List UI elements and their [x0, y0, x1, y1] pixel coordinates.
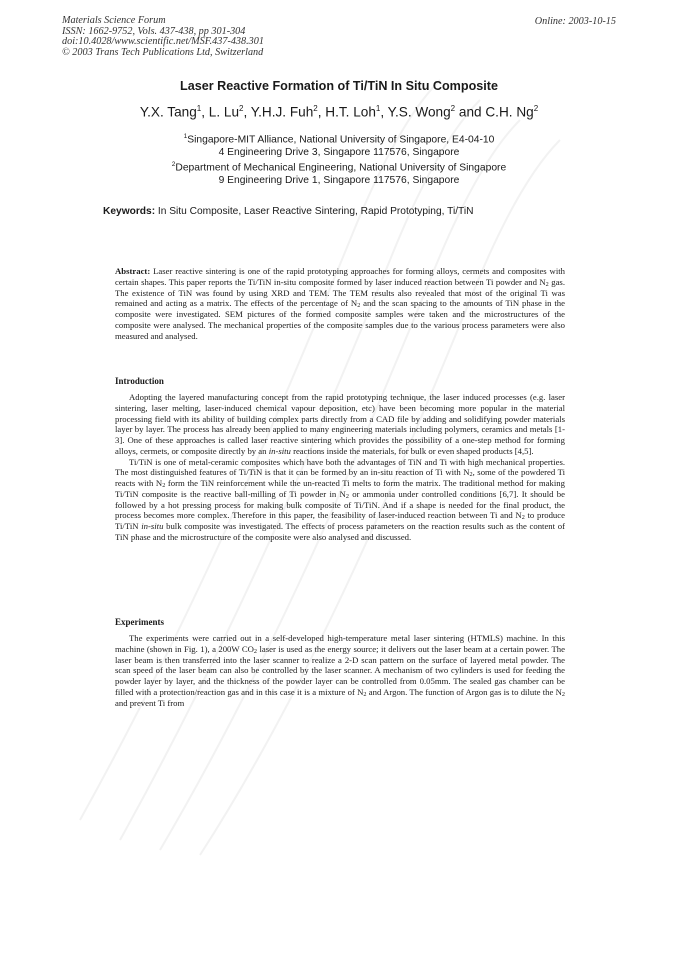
- author-affiliation-mark: 2: [239, 104, 244, 113]
- paragraph-text: , some of the powdered Ti reacts with N: [115, 467, 565, 488]
- subscript: 2: [253, 647, 258, 655]
- introduction-body: [115, 392, 565, 543]
- affiliation-mark: 1: [183, 133, 188, 140]
- author-affiliation-mark: 2: [313, 104, 318, 113]
- abstract-text: Laser reactive sintering is one of the rapid prototyping approaches for forming alloys, cermets and composites with certain shapes. This paper reports the Ti/TiN in-situ composite formed by laser induced reaction between Ti powder and N: [115, 266, 565, 287]
- paragraph-text: or ammonia under controlled conditions [6,7]. It should be followed by a hot pressing process for making bulk composite of Ti/TiN. And if a shape is needed for the final product, the process becomes more complex. Therefore in this paper, the feasibility of laser-induced reaction between Ti and N: [115, 488, 565, 521]
- author-name: , H.T. Loh: [317, 104, 376, 120]
- doi-line[interactable]: doi:10.4028/www.scientific.net/MSF.437-438.301: [62, 36, 264, 48]
- keywords-line: [103, 206, 474, 217]
- subscript: 2: [545, 280, 549, 288]
- affiliation-2: [0, 159, 678, 187]
- subscript: 2: [357, 302, 361, 310]
- paragraph-text: to produce Ti/TiN: [115, 510, 565, 531]
- author-affiliation-mark: 1: [375, 104, 381, 113]
- subscript: 2: [521, 514, 525, 522]
- author-name: Y.X. Tang: [139, 104, 197, 120]
- paragraph-text: and prevent Ti from: [115, 697, 185, 708]
- introduction-heading: Introduction: [115, 376, 164, 386]
- affiliation-text: Singapore-MIT Alliance, National University of Singapore, E4-04-10: [187, 134, 495, 146]
- author-list: [0, 104, 678, 120]
- author-affiliation-mark: 2: [533, 104, 539, 113]
- paragraph-text: reactions inside the materials, for bulk or even shaped products [4,5].: [290, 445, 534, 456]
- author-name: , Y.S. Wong: [380, 104, 451, 120]
- affiliation-mark: 2: [171, 161, 176, 168]
- paragraph-text: bulk composite was investigated. The effects of process parameters on the reaction results such as the content of TiN phase and the microstructure of the composite were also analysed and discussed.: [115, 521, 565, 542]
- affiliation-address: 4 Engineering Drive 3, Singapore 117576, Singapore: [218, 146, 460, 158]
- abstract-text: and the scan spacing to the amounts of TiN phase in the composite were investigated. SEM pictures of the formed composite samples were taken and the microstructures of the composite were analysed. The mechanical properties of the composite samples due to the various process parameters were also measured and analysed.: [115, 298, 565, 341]
- abstract: [115, 266, 565, 341]
- experiments-body: [115, 633, 565, 708]
- author-name: , Y.H.J. Fuh: [243, 104, 314, 120]
- emphasis: in-situ: [141, 521, 164, 531]
- paper-title: Laser Reactive Formation of Ti/TiN In Situ Composite: [180, 79, 498, 93]
- subscript: 2: [162, 482, 166, 489]
- abstract-label: Abstract:: [115, 266, 151, 276]
- emphasis: in-situ: [268, 445, 291, 456]
- affiliation-text: Department of Mechanical Engineering, National University of Singapore: [175, 162, 507, 174]
- online-date: Online: 2003-10-15: [534, 16, 616, 27]
- paragraph: [115, 392, 565, 457]
- subscript: 2: [345, 492, 349, 500]
- paragraph-text: form the TiN reinforcement while the un-reacted Ti melts to form the matrix. The traditional method for making Ti/TiN composite is the reactive ball-milling of Ti powder in N: [115, 478, 565, 499]
- header-citation: [62, 16, 264, 58]
- paragraph: [115, 457, 565, 543]
- paragraph-text: laser is used as the energy source; it delivers out the laser beam at a certain power. The laser beam is then transferred into the laser scanner to realize a 2-D scan pattern on the surface of layered metal powder. The scan speed of the laser beam can also be controlled by the laser scanner. A mechanism of two cylinders is used for feeding the powder layer by layer, and the thickness of the powder layer can be controlled from 0.05mm. The sealed gas chamber can be filled with a protection/reaction gas and in this case it is a mixture of N: [115, 643, 565, 697]
- paragraph-text: Ti/TiN is one of metal-ceramic composites which have both the advantages of TiN and Ti with high mechanical properties. The most distinguished features of Ti/TiN is that it can be formed by an in-situ reaction of Ti with N: [115, 456, 565, 478]
- journal-name: Materials Science Forum: [62, 15, 166, 26]
- paragraph-text: Adopting the layered manufacturing concept from the rapid prototyping technique, the laser induced processes (e.g. laser sintering, laser melting, laser-induced chemical vapour deposition, etc) have been becoming more popular in the material processing field with its ability of building complex parts directly from a CAD file by adding and solidifying powder materials layer by layer. The process has already been applied to many engineering materials including polymers, ceramics and metals [1-3]. One of these approaches is called laser reactive sintering which provides the possibility of a one-step method for forming alloys, cermets, or composite directly by an: [115, 392, 565, 456]
- keywords-label: Keywords:: [103, 206, 156, 217]
- copyright-line: © 2003 Trans Tech Publications Ltd, Switzerland: [62, 46, 264, 58]
- subscript: 2: [561, 690, 565, 698]
- keywords-text: In Situ Composite, Laser Reactive Sintering, Rapid Prototyping, Ti/TiN: [155, 206, 474, 217]
- author-affiliation-mark: 2: [450, 104, 456, 113]
- paragraph: [115, 633, 565, 708]
- affiliation-1: [0, 131, 678, 159]
- experiments-heading: Experiments: [115, 617, 164, 627]
- author-affiliation-mark: 1: [196, 104, 202, 113]
- abstract-text: gas. The existence of TiN was found by using XRD and TEM. The TEM results also revealed that most of the original Ti was remained and acting as a matrix. The effects of the percentage of N: [115, 276, 565, 309]
- author-name: , L. Lu: [201, 104, 240, 120]
- subscript: 2: [469, 471, 473, 479]
- paragraph-text: and Argon. The function of Argon gas is to dilute the N: [366, 686, 562, 697]
- affiliation-address: 9 Engineering Drive 1, Singapore 117576, Singapore: [218, 174, 460, 186]
- author-name: and C.H. Ng: [455, 104, 534, 120]
- paragraph-text: The experiments were carried out in a self-developed high-temperature metal laser sintering (HTMLS) machine. In this machine (shown in Fig. 1), a 200W CO: [115, 633, 565, 654]
- issn-line: ISSN: 1662-9752, Vols. 437-438, pp 301-304: [62, 25, 246, 37]
- subscript: 2: [363, 690, 367, 698]
